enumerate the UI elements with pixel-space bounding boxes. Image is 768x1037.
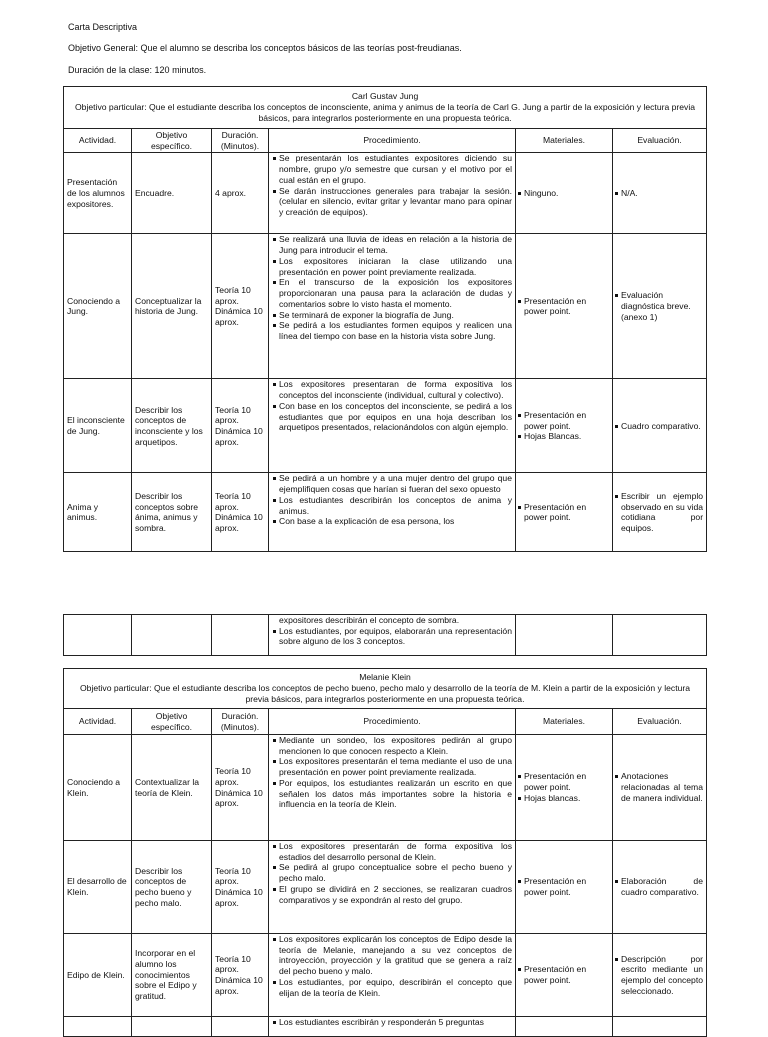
- procedimiento-cell: [269, 473, 516, 552]
- col-evaluacion: Evaluación.: [613, 129, 707, 153]
- actividad-cell: Edipo de Klein.: [64, 934, 132, 1017]
- materiales-cell: [516, 735, 613, 841]
- evaluacion-cell: [613, 735, 707, 841]
- table-row: [64, 153, 707, 234]
- list-item: Cuadro comparativo.: [621, 421, 703, 432]
- list-item: Descripción por escrito mediante un ejemplo del concepto seleccionado.: [621, 953, 703, 996]
- procedimiento-cell: [269, 153, 516, 234]
- list-item: Ninguno.: [524, 188, 609, 199]
- list-item: Los expositores iniciaran la clase utilizando una presentación en power point previamente realizada.: [272, 256, 512, 277]
- evaluacion-cell: [613, 153, 707, 234]
- table-row: [64, 379, 707, 473]
- list-item: expositores describirán el concepto de sombra.: [279, 615, 460, 625]
- objetivo-cell: Conceptualizar la historia de Jung.: [132, 234, 212, 379]
- procedimiento-cell: [269, 841, 516, 934]
- materiales-cell: [516, 234, 613, 379]
- list-item: Se darán instrucciones generales para trabajar la sesión. (celular en silencio, evitar gritar y levantar mano para opinar y creación de equipos).: [272, 186, 512, 218]
- evaluacion-cell: [613, 473, 707, 552]
- klein-table: [63, 668, 707, 1037]
- duracion-cell: Teoría 10 aprox. Dinámica 10 aprox.: [212, 379, 269, 473]
- list-item: Los estudiantes escribirán y responderán 5 preguntas: [272, 1017, 512, 1028]
- objetivo-cell: Describir los conceptos sobre ánima, animus y sombra.: [132, 473, 212, 552]
- list-item: Presentación en power point.: [524, 410, 609, 431]
- materiales-cell: [516, 841, 613, 934]
- list-item: Escribir un ejemplo observado en su vida cotidiana por equipos.: [621, 491, 704, 534]
- list-item: El grupo se dividirá en 2 secciones, se realizaran cuadros comparativos y se expondrán al resto del grupo.: [272, 884, 512, 905]
- list-item: Presentación en power point.: [524, 771, 609, 792]
- actividad-cell: [64, 615, 132, 656]
- actividad-cell: Conociendo a Jung.: [64, 234, 132, 379]
- materiales-cell: [516, 1017, 613, 1037]
- duracion-cell: Teoría 10 aprox. Dinámica 10 aprox.: [212, 841, 269, 934]
- table-row: [64, 735, 707, 841]
- list-item: Los expositores explicarán los conceptos de Edipo desde la teoría de Melanie, manejando a su vez conceptos de introyección, proyección y la gratitud que se genera a raíz del pecho bueno y malo.: [272, 934, 512, 977]
- list-item: N/A.: [621, 188, 703, 199]
- duracion-cell: 4 aprox.: [212, 153, 269, 234]
- objetivo-cell: Incorporar en el alumno los conocimientos sobre el Edipo y gratitud.: [132, 934, 212, 1017]
- klein-column-headers: [64, 709, 707, 735]
- list-item: Presentación en power point.: [524, 964, 609, 985]
- actividad-cell: Conociendo a Klein.: [64, 735, 132, 841]
- col-procedimiento: Procedimiento.: [269, 129, 516, 153]
- list-item: Anotaciones relacionadas al tema de manera individual.: [621, 771, 703, 803]
- duracion-cell: Teoría 10 aprox. Dinámica 10 aprox.: [212, 934, 269, 1017]
- evaluacion-cell: [613, 934, 707, 1017]
- objetivo-cell: [132, 1017, 212, 1037]
- klein-objetivo: Objetivo particular: Que el estudiante describa los conceptos de pecho bueno, pecho malo y desarrollo de la teoría de M. Klein a partir de la exposición y lectura previa básicos, para integrarlos posteriormente en una propuesta teórica.: [79, 683, 691, 704]
- klein-name: Melanie Klein: [359, 672, 411, 683]
- materiales-cell: [516, 153, 613, 234]
- materiales-cell: [516, 379, 613, 473]
- table-row: [64, 841, 707, 934]
- duracion-clase: Duración de la clase: 120 minutos.: [68, 65, 207, 75]
- duracion-cell: [212, 1017, 269, 1037]
- actividad-cell: El inconsciente de Jung.: [64, 379, 132, 473]
- list-item: En el transcurso de la exposición los expositores proporcionaran una pausa para la aclaración de dudas y comentarios sobre lo visto hasta el momento.: [272, 277, 512, 309]
- col-actividad: Actividad.: [64, 709, 132, 735]
- materiales-cell: [516, 934, 613, 1017]
- objetivo-general: Objetivo General: Que el alumno se describa los conceptos básicos de las teorías post-freudianas.: [68, 43, 462, 53]
- procedimiento-cell: [269, 934, 516, 1017]
- objetivo-cell: Contextualizar la teoría de Klein.: [132, 735, 212, 841]
- table-row: [64, 1017, 707, 1037]
- procedimiento-cell: [269, 615, 516, 656]
- actividad-cell: Anima y animus.: [64, 473, 132, 552]
- list-item: Se pedirá a un hombre y a una mujer dentro del grupo que ejemplifiquen cosas que harían si fueran del sexo opuesto: [272, 473, 512, 494]
- col-duracion: Duración. (Minutos).: [212, 129, 269, 153]
- evaluacion-cell: [613, 841, 707, 934]
- col-duracion: Duración. (Minutos).: [212, 709, 269, 735]
- col-actividad: Actividad.: [64, 129, 132, 153]
- duracion-cell: [212, 615, 269, 656]
- table-row: [64, 934, 707, 1017]
- duracion-cell: Teoría 10 aprox. Dinámica 10 aprox.: [212, 473, 269, 552]
- list-item: Se realizará una lluvia de ideas en relación a la historia de Jung para introducir el tema.: [272, 234, 512, 255]
- table-row: [64, 473, 707, 552]
- list-item: Con base a la explicación de esa persona, los: [272, 516, 512, 527]
- objetivo-cell: Encuadre.: [132, 153, 212, 234]
- duracion-cell: Teoría 10 aprox. Dinámica 10 aprox.: [212, 234, 269, 379]
- list-item: Con base en los conceptos del inconsciente, se pedirá a los estudiantes que por equipos en una hoja describan los arquetipos presentados, relacionándolos con algún ejemplo.: [272, 401, 512, 433]
- objetivo-cell: Describir los conceptos de pecho bueno y pecho malo.: [132, 841, 212, 934]
- duracion-cell: Teoría 10 aprox. Dinámica 10 aprox.: [212, 735, 269, 841]
- col-materiales: Materiales.: [516, 129, 613, 153]
- list-item: Se terminará de exponer la biografía de Jung.: [272, 310, 512, 321]
- continuation-table: [63, 614, 707, 656]
- list-item: Los estudiantes describirán los conceptos de anima y animus.: [272, 495, 512, 516]
- procedimiento-cell: [269, 234, 516, 379]
- jung-objetivo: Objetivo particular: Que el estudiante describa los conceptos de inconsciente, anima y animus de la teoría de Carl G. Jung a partir de la exposición y lectura previa básicos, para integrarlos posteriormente en una propuesta teórica.: [75, 102, 696, 123]
- list-item: Los expositores presentarán de forma expositiva los estadios del desarrollo personal de Klein.: [272, 841, 512, 862]
- jung-column-headers: [64, 129, 707, 153]
- list-item: Se presentarán los estudiantes expositores diciendo su nombre, grupo y/o semestre que cursan y el motivo por el cual están en el grupo.: [272, 153, 512, 185]
- actividad-cell: Presentación de los alumnos expositores.: [64, 153, 132, 234]
- list-item: Mediante un sondeo, los expositores pedirán al grupo mencionen lo que conocen respecto a Klein.: [272, 735, 512, 756]
- list-item: Por equipos, los estudiantes realizarán un escrito en que señalen los datos más importantes sobre la historia e influencia en la teoría de Klein.: [272, 778, 512, 810]
- objetivo-cell: Describir los conceptos de inconsciente y los arquetipos.: [132, 379, 212, 473]
- col-evaluacion: Evaluación.: [613, 709, 707, 735]
- evaluacion-cell: [613, 1017, 707, 1037]
- evaluacion-cell: [613, 615, 707, 656]
- list-item: Evaluación diagnóstica breve. (anexo 1): [621, 290, 703, 322]
- list-item: Los expositores presentarán el tema mediante el uso de una presentación en power point previamente realizada.: [272, 756, 512, 777]
- document-title: Carta Descriptiva: [68, 22, 138, 32]
- col-materiales: Materiales.: [516, 709, 613, 735]
- objetivo-cell: [132, 615, 212, 656]
- list-item: Hojas blancas.: [524, 793, 609, 804]
- list-item: Los expositores presentaran de forma expositiva los conceptos del inconsciente (individual, cultural y colectivo).: [272, 379, 512, 400]
- list-item: Hojas Blancas.: [524, 431, 609, 442]
- col-objetivo: Objetivo específico.: [132, 709, 212, 735]
- actividad-cell: [64, 1017, 132, 1037]
- procedimiento-cell: [269, 1017, 516, 1037]
- jung-name: Carl Gustav Jung: [351, 91, 419, 102]
- list-item: Se pedirá a los estudiantes formen equipos y realicen una línea del tiempo con base en la historia vista sobre Jung.: [272, 320, 512, 341]
- procedimiento-cell: [269, 735, 516, 841]
- evaluacion-cell: [613, 234, 707, 379]
- list-item: Presentación en power point.: [524, 296, 609, 317]
- materiales-cell: [516, 615, 613, 656]
- materiales-cell: [516, 473, 613, 552]
- jung-title-cell: [64, 87, 707, 129]
- table-row: [64, 234, 707, 379]
- col-procedimiento: Procedimiento.: [269, 709, 516, 735]
- list-item: Presentación en power point.: [524, 502, 609, 523]
- table-row: [64, 615, 707, 656]
- evaluacion-cell: [613, 379, 707, 473]
- list-item: Los estudiantes, por equipos, elaborarán una representación sobre alguno de los 3 conceptos.: [272, 626, 512, 647]
- list-item: Los estudiantes, por equipo, describirán el concepto que elijan de la teoría de Klein.: [272, 977, 512, 998]
- col-objetivo: Objetivo específico.: [132, 129, 212, 153]
- actividad-cell: El desarrollo de Klein.: [64, 841, 132, 934]
- list-item: Elaboración de cuadro comparativo.: [621, 876, 703, 897]
- jung-table: [63, 86, 707, 552]
- list-item: Se pedirá al grupo conceptualice sobre el pecho bueno y pecho malo.: [272, 862, 512, 883]
- klein-title-cell: [64, 669, 707, 709]
- list-item: Presentación en power point.: [524, 876, 609, 897]
- procedimiento-cell: [269, 379, 516, 473]
